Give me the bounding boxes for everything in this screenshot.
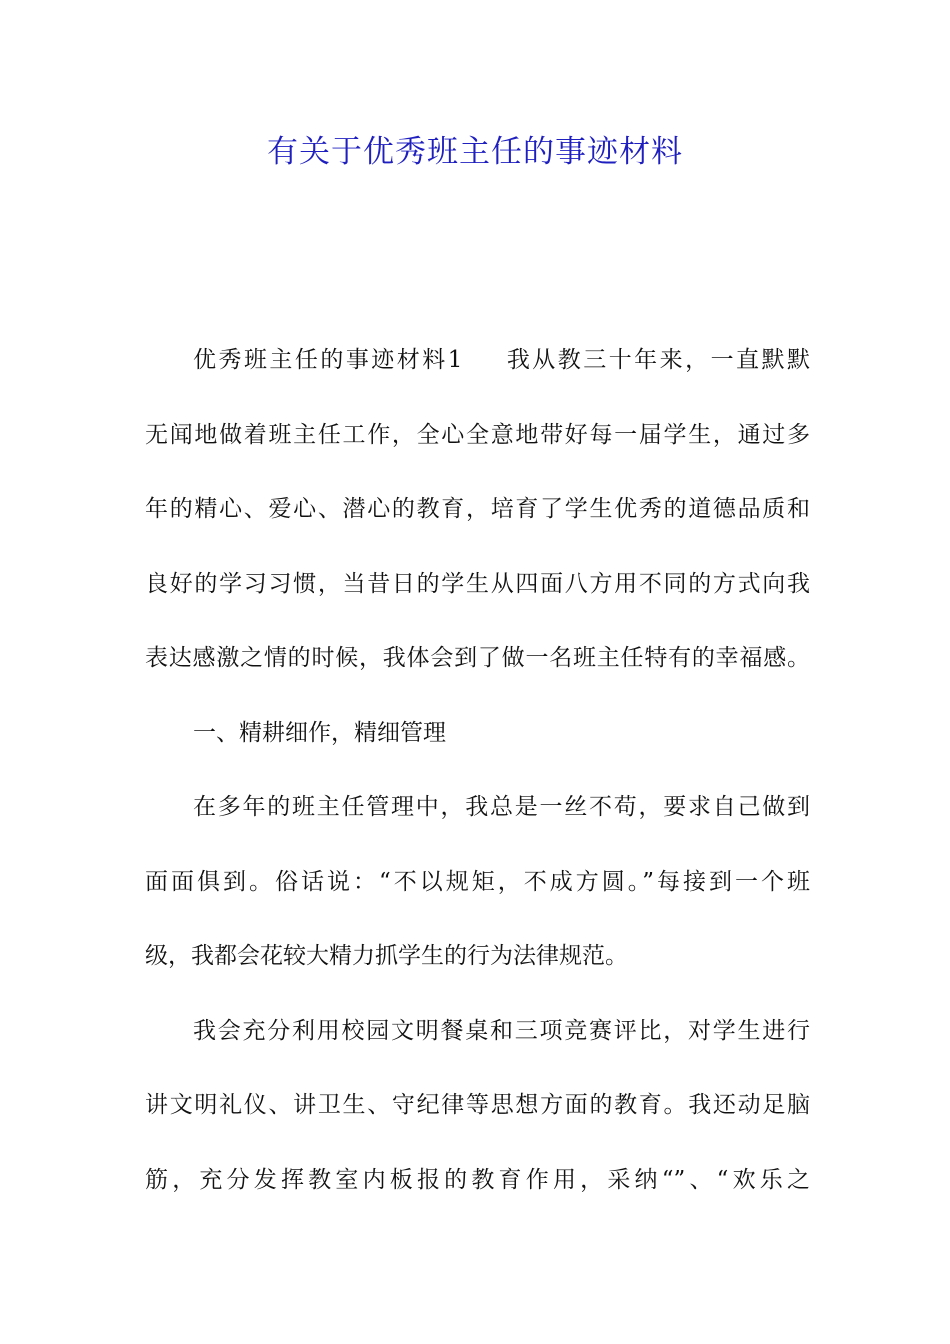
paragraph-line: 筋，充分发挥教室内板报的教育作用，采纳“”、“欢乐之 <box>145 1167 810 1193</box>
paragraph-line: 讲文明礼仪、讲卫生、守纪律等思想方面的教育。我还动足脑 <box>145 1092 810 1118</box>
section-heading: 一、精耕细作，精细管理 <box>193 720 446 746</box>
paragraph-line: 面面俱到。俗话说：“不以规矩，不成方圆。”每接到一个班 <box>145 869 810 895</box>
paragraph-line: 年的精心、爱心、潜心的教育，培育了学生优秀的道德品质和 <box>145 496 810 522</box>
paragraph-line: 级，我都会花较大精力抓学生的行为法律规范。 <box>145 943 628 969</box>
document-title: 有关于优秀班主任的事迹材料 <box>267 134 683 170</box>
paragraph-line: 无闻地做着班主任工作，全心全意地带好每一届学生，通过多 <box>145 422 810 448</box>
paragraph-line: 在多年的班主任管理中，我总是一丝不苟，要求自己做到 <box>193 794 810 820</box>
paragraph-line: 我会充分利用校园文明餐桌和三项竞赛评比，对学生进行 <box>193 1018 810 1044</box>
sub-heading: 优秀班主任的事迹材料1 <box>193 347 463 373</box>
paragraph-text: 我从教三十年来，一直默默 <box>504 347 810 373</box>
paragraph-line: 良好的学习习惯，当昔日的学生从四面八方用不同的方式向我 <box>145 571 810 597</box>
paragraph-line: 表达感激之情的时候，我体会到了做一名班主任特有的幸福感。 <box>145 645 810 671</box>
paragraph-line <box>145 345 810 375</box>
